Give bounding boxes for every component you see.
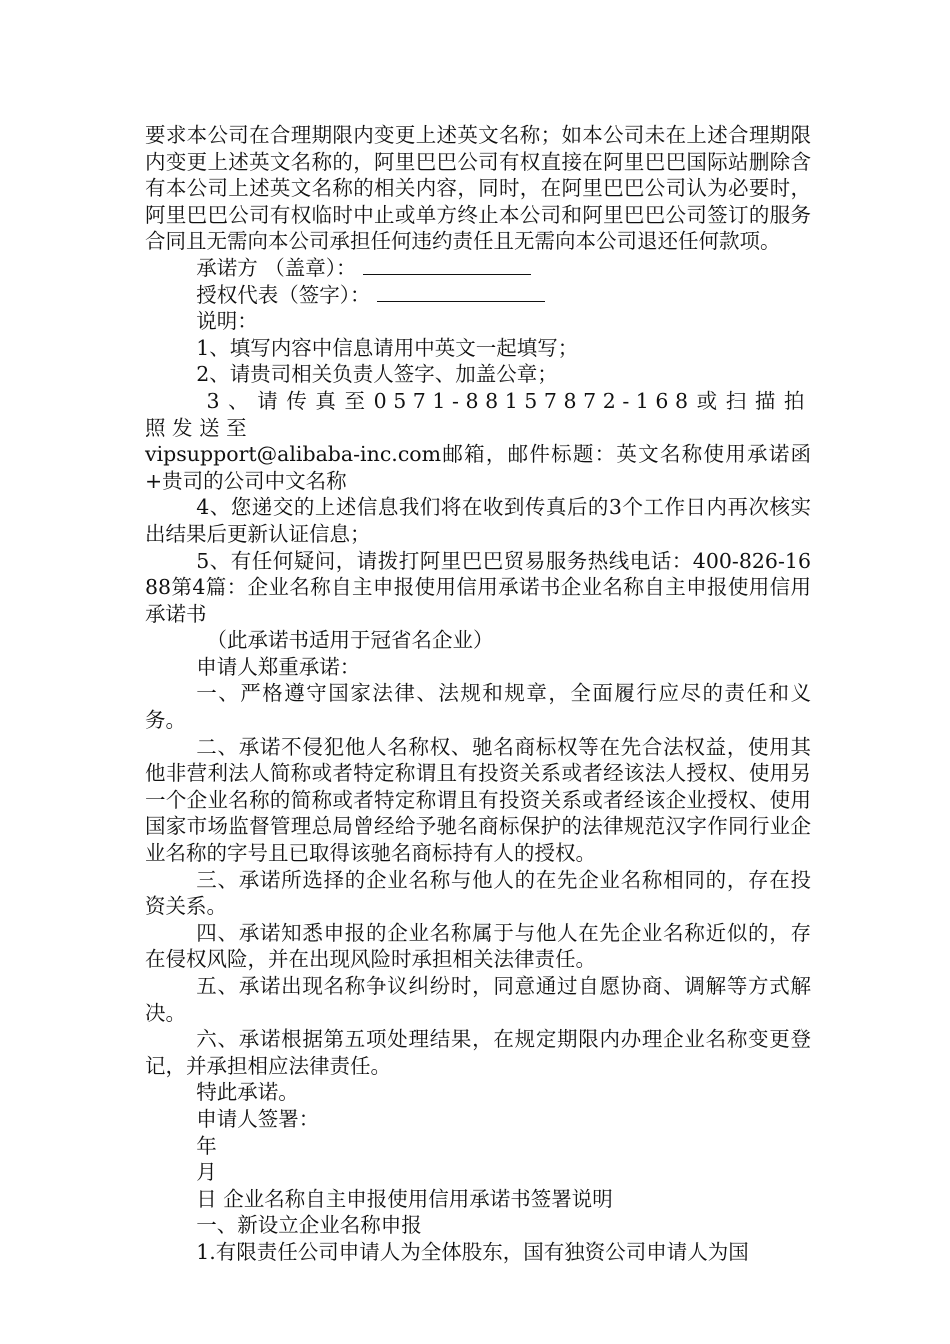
note-item-3-email: vipsupport@alibaba-inc.com邮箱，邮件标题：英文名称使用承诺函+贵司的公司中文名称: [145, 442, 811, 493]
applicant-pledge-heading: 申请人郑重承诺：: [196, 654, 361, 679]
section-new-enterprise: 一、新设立企业名称申报: [196, 1213, 422, 1238]
note-heading: 说明：: [196, 309, 258, 334]
commitment-1: 一、严格遵守国家法律、法规和规章，全面履行应尽的责任和义务。: [145, 681, 811, 733]
date-year-label: 年: [196, 1133, 217, 1158]
authorized-rep-label: 授权代表（签字）：: [196, 282, 371, 307]
note-item-4: 4、您递交的上述信息我们将在收到传真后的3个工作日内再次核实出结果后更新认证信息；: [145, 495, 811, 546]
applicant-signature-label: 申请人签署：: [196, 1106, 320, 1131]
commitment-3: 三、承诺所选择的企业名称与他人的在先企业名称相同的，存在投资关系。: [145, 867, 811, 919]
note-item-2: 2、请贵司相关负责人签字、加盖公章；: [196, 362, 558, 387]
scope-note: （此承诺书适用于冠省名企业）: [206, 628, 494, 653]
promisor-seal-line: [145, 255, 811, 282]
commitment-5: 五、承诺出现名称争议纠纷时，同意通过自愿协商、调解等方式解决。: [145, 974, 811, 1025]
note-item-1: 1、填写内容中信息请用中英文一起填写；: [196, 335, 579, 360]
commitment-4: 四、承诺知悉申报的企业名称属于与他人在先企业名称近似的，存在侵权风险，并在出现风险时承担相关法律责任。: [145, 920, 811, 972]
section-item-1: 1.有限责任公司申请人为全体股东，国有独资公司申请人为国: [196, 1239, 749, 1264]
paragraph-english-name-change: 要求本公司在合理期限内变更上述英文名称；如本公司未在上述合理期限内变更上述英文名称的，阿里巴巴公司有权直接在阿里巴巴国际站删除含有本公司上述英文名称的相关内容，同时，在阿里巴巴公司认为必要时，阿里巴巴公司有权临时中止或单方终止本公司和阿里巴巴公司签订的服务合同且无需向本公司承担任何违约责任且无需向本公司退还任何款项。: [145, 123, 811, 254]
date-day-and-section-title: 日 企业名称自主申报使用信用承诺书签署说明: [196, 1186, 613, 1211]
authorized-rep-line: [145, 282, 811, 309]
seal-blank[interactable]: [363, 256, 531, 275]
date-month-label: 月: [196, 1160, 217, 1185]
note-item-3-line: 3、请传真至0571-88157872-168或扫描拍照发送至: [145, 388, 811, 440]
promisor-seal-label: 承诺方 （盖章）：: [196, 255, 357, 280]
note-item-5: 5、有任何疑问，请拨打阿里巴巴贸易服务热线电话：400-826-1688第4篇：企业名称自主申报使用信用承诺书企业名称自主申报使用信用承诺书: [145, 548, 811, 626]
commitment-6: 六、承诺根据第五项处理结果，在规定期限内办理企业名称变更登记，并承担相应法律责任。: [145, 1027, 811, 1078]
commitment-2: 二、承诺不侵犯他人名称权、驰名商标权等在先合法权益，使用其他非营利法人简称或者特定称谓且有投资关系或者经该法人授权、使用另一个企业名称的简称或者特定称谓且有投资关系或者经该企业授权、使用国家市场监督管理总局曾经给予驰名商标保护的法律规范汉字作同行业企业名称的字号且已取得该驰名商标持有人的授权。: [145, 734, 811, 866]
hereby-pledge: 特此承诺。: [196, 1080, 299, 1105]
signature-blank[interactable]: [377, 283, 545, 302]
document-page: [145, 122, 811, 1266]
